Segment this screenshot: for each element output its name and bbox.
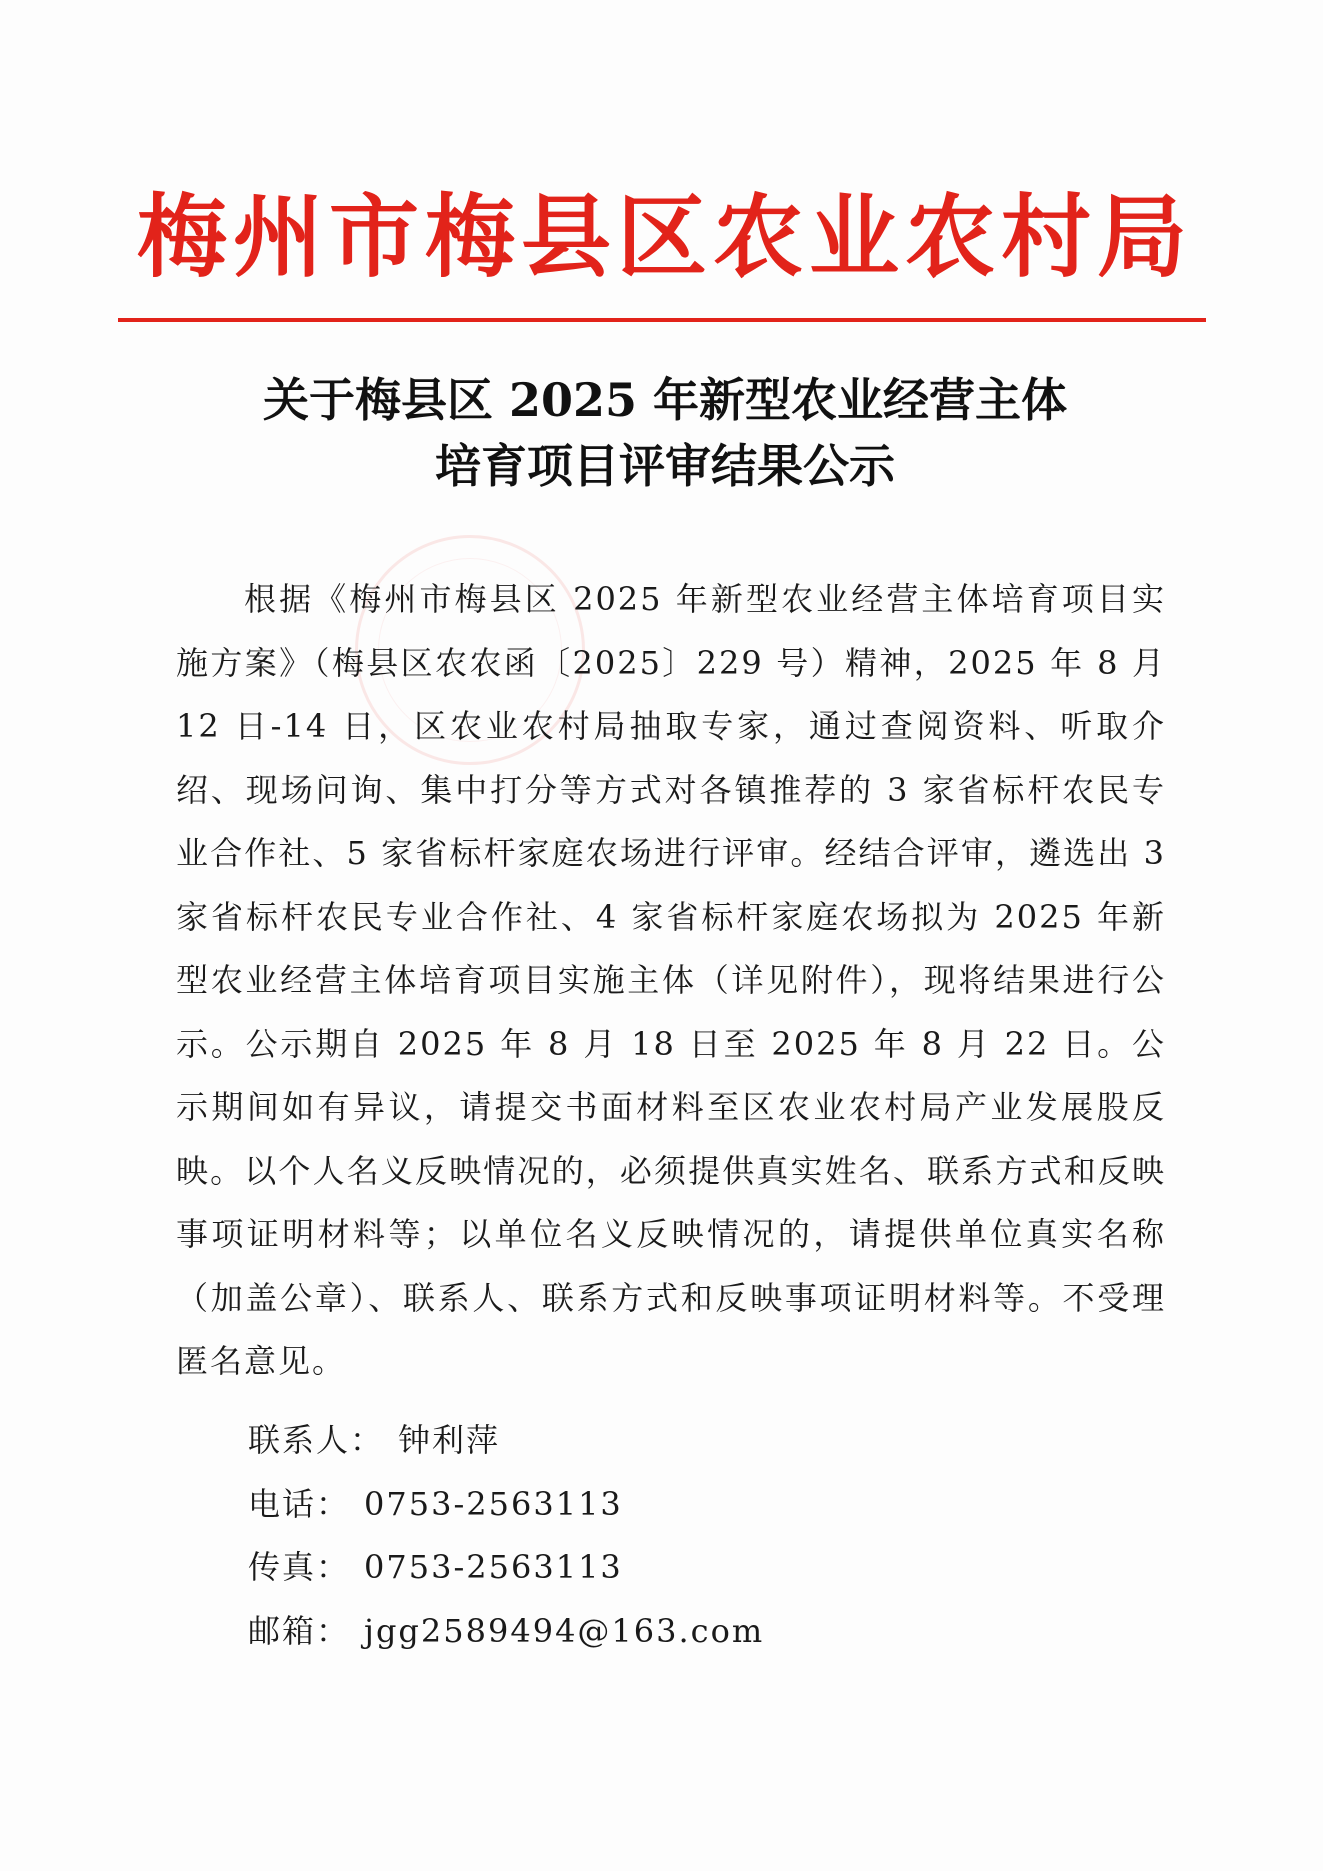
letterhead-divider [118,318,1206,322]
fax-row [248,1536,764,1600]
phone-row [248,1473,764,1537]
letterhead-title: 梅州市梅县区农业农村局 [137,184,1193,290]
document-title-line-2: 培育项目评审结果公示 [435,439,895,493]
email-value: jgg2589494@163.com [364,1611,765,1650]
document-title-line-1: 关于梅县区 2025 年新型农业经营主体 [262,373,1068,427]
phone-label: 电话： [248,1484,351,1523]
email-row [248,1600,764,1664]
fax-value: 0753-2563113 [364,1548,623,1586]
body-paragraph: 根据《梅州市梅县区 2025 年新型农业经营主体培育项目实施方案》（梅县区农农函〔2025〕229 号）精神，2025 年 8 月 12 日-14 日，区农业农村局抽取专家，通过查阅资料、听取介绍、现场问询、集中打分等方式对各镇推荐的 3 家省标杆农民专业合作社、5 家省标杆家庭农场进行评审。经结合评审，遴选出 3 家省标杆农民专业合作社、4 家省标杆家庭农场拟为 2025 年新型农业经营主体培育项目实施主体（详见附件），现将结果进行公示。公示期自 2025 年 8 月 18 日至 2025 年 8 月 22 日。公示期间如有异议，请提交书面材料至区农业农村局产业发展股反映。以个人名义反映情况的，必须提供真实姓名、联系方式和反映事项证明材料等；以单位名义反映情况的，请提供单位真实名称（加盖公章）、联系人、联系方式和反映事项证明材料等。不受理匿名意见。 [176,580,1166,1380]
contact-person-label: 联系人： [248,1421,385,1459]
email-label: 邮箱： [248,1611,351,1650]
contact-person-row [248,1409,764,1473]
contact-block [248,1409,764,1663]
contact-person-value: 钟利萍 [398,1421,501,1459]
phone-value: 0753-2563113 [364,1484,623,1523]
fax-label: 传真： [248,1548,351,1586]
